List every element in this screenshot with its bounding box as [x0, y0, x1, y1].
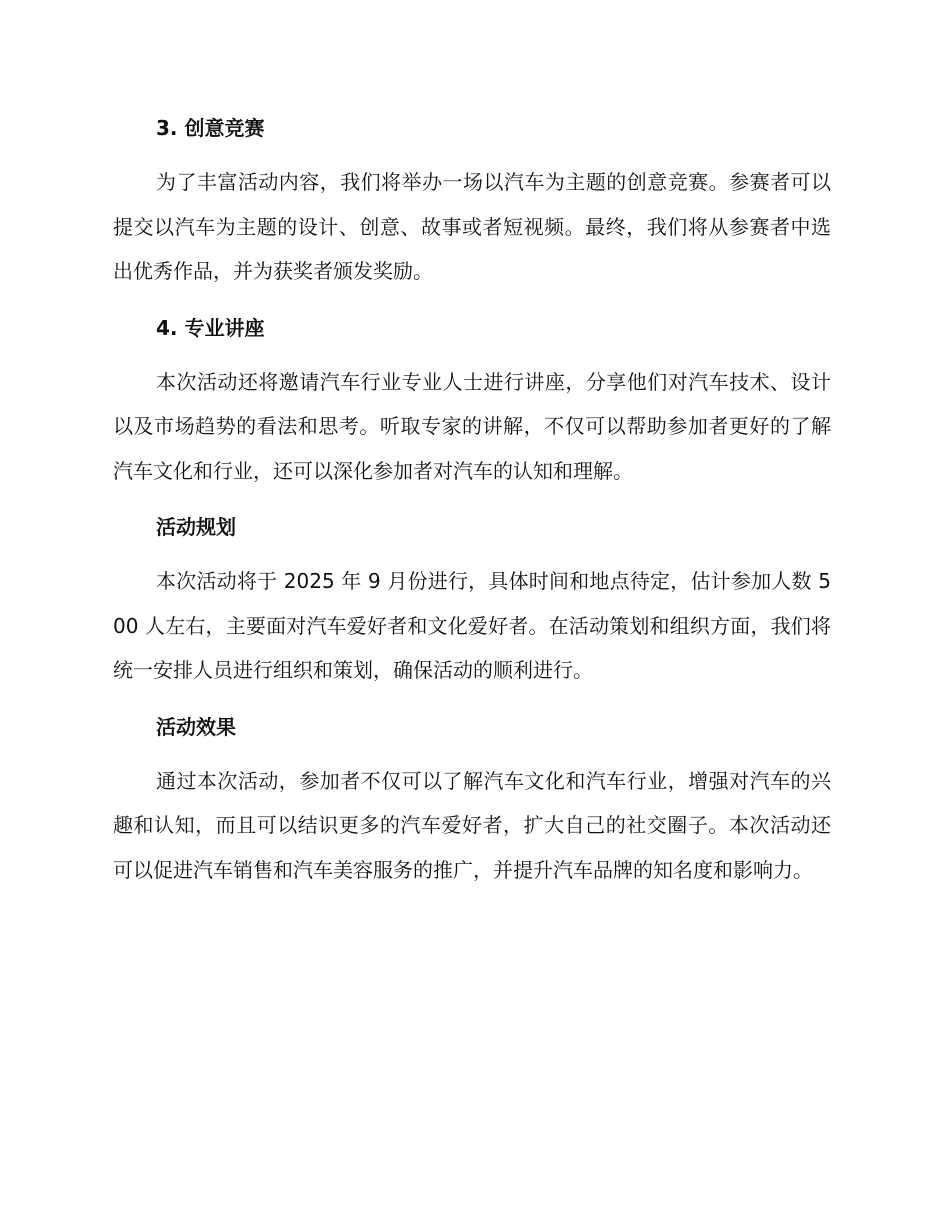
- section-heading-planning: 活动规划: [156, 515, 236, 539]
- section-body-creative-contest: 为了丰富活动内容，我们将举办一场以汽车为主题的创意竞赛。参赛者可以提交以汽车为主题的设计、创意、故事或者短视频。最终，我们将从参赛者中选出优秀作品，并为获奖者颁发奖励。: [113, 170, 831, 283]
- document-page: [113, 108, 831, 906]
- section-heading-lectures: 4. 专业讲座: [156, 315, 265, 340]
- section-heading-creative-contest: 3. 创意竞赛: [156, 116, 265, 140]
- section-body-effects: 通过本次活动，参加者不仅可以了解汽车文化和汽车行业，增强对汽车的兴趣和认知，而且可以结识更多的汽车爱好者，扩大自己的社交圈子。本次活动还可以促进汽车销售和汽车美容服务的推广，并提升汽车品牌的知名度和影响力。: [113, 768, 831, 882]
- section-body-planning: 本次活动将于 2025 年 9 月份进行，具体时间和地点待定，估计参加人数 500 人左右，主要面对汽车爱好者和文化爱好者。在活动策划和组织方面，我们将统一安排人员进行组织和策划，确保活动的顺利进行。: [113, 569, 831, 682]
- section-body-lectures: 本次活动还将邀请汽车行业专业人士进行讲座，分享他们对汽车技术、设计以及市场趋势的看法和思考。听取专家的讲解，不仅可以帮助参加者更好的了解汽车文化和行业，还可以深化参加者对汽车的认知和理解。: [113, 369, 831, 483]
- section-heading-effects: 活动效果: [156, 714, 236, 739]
